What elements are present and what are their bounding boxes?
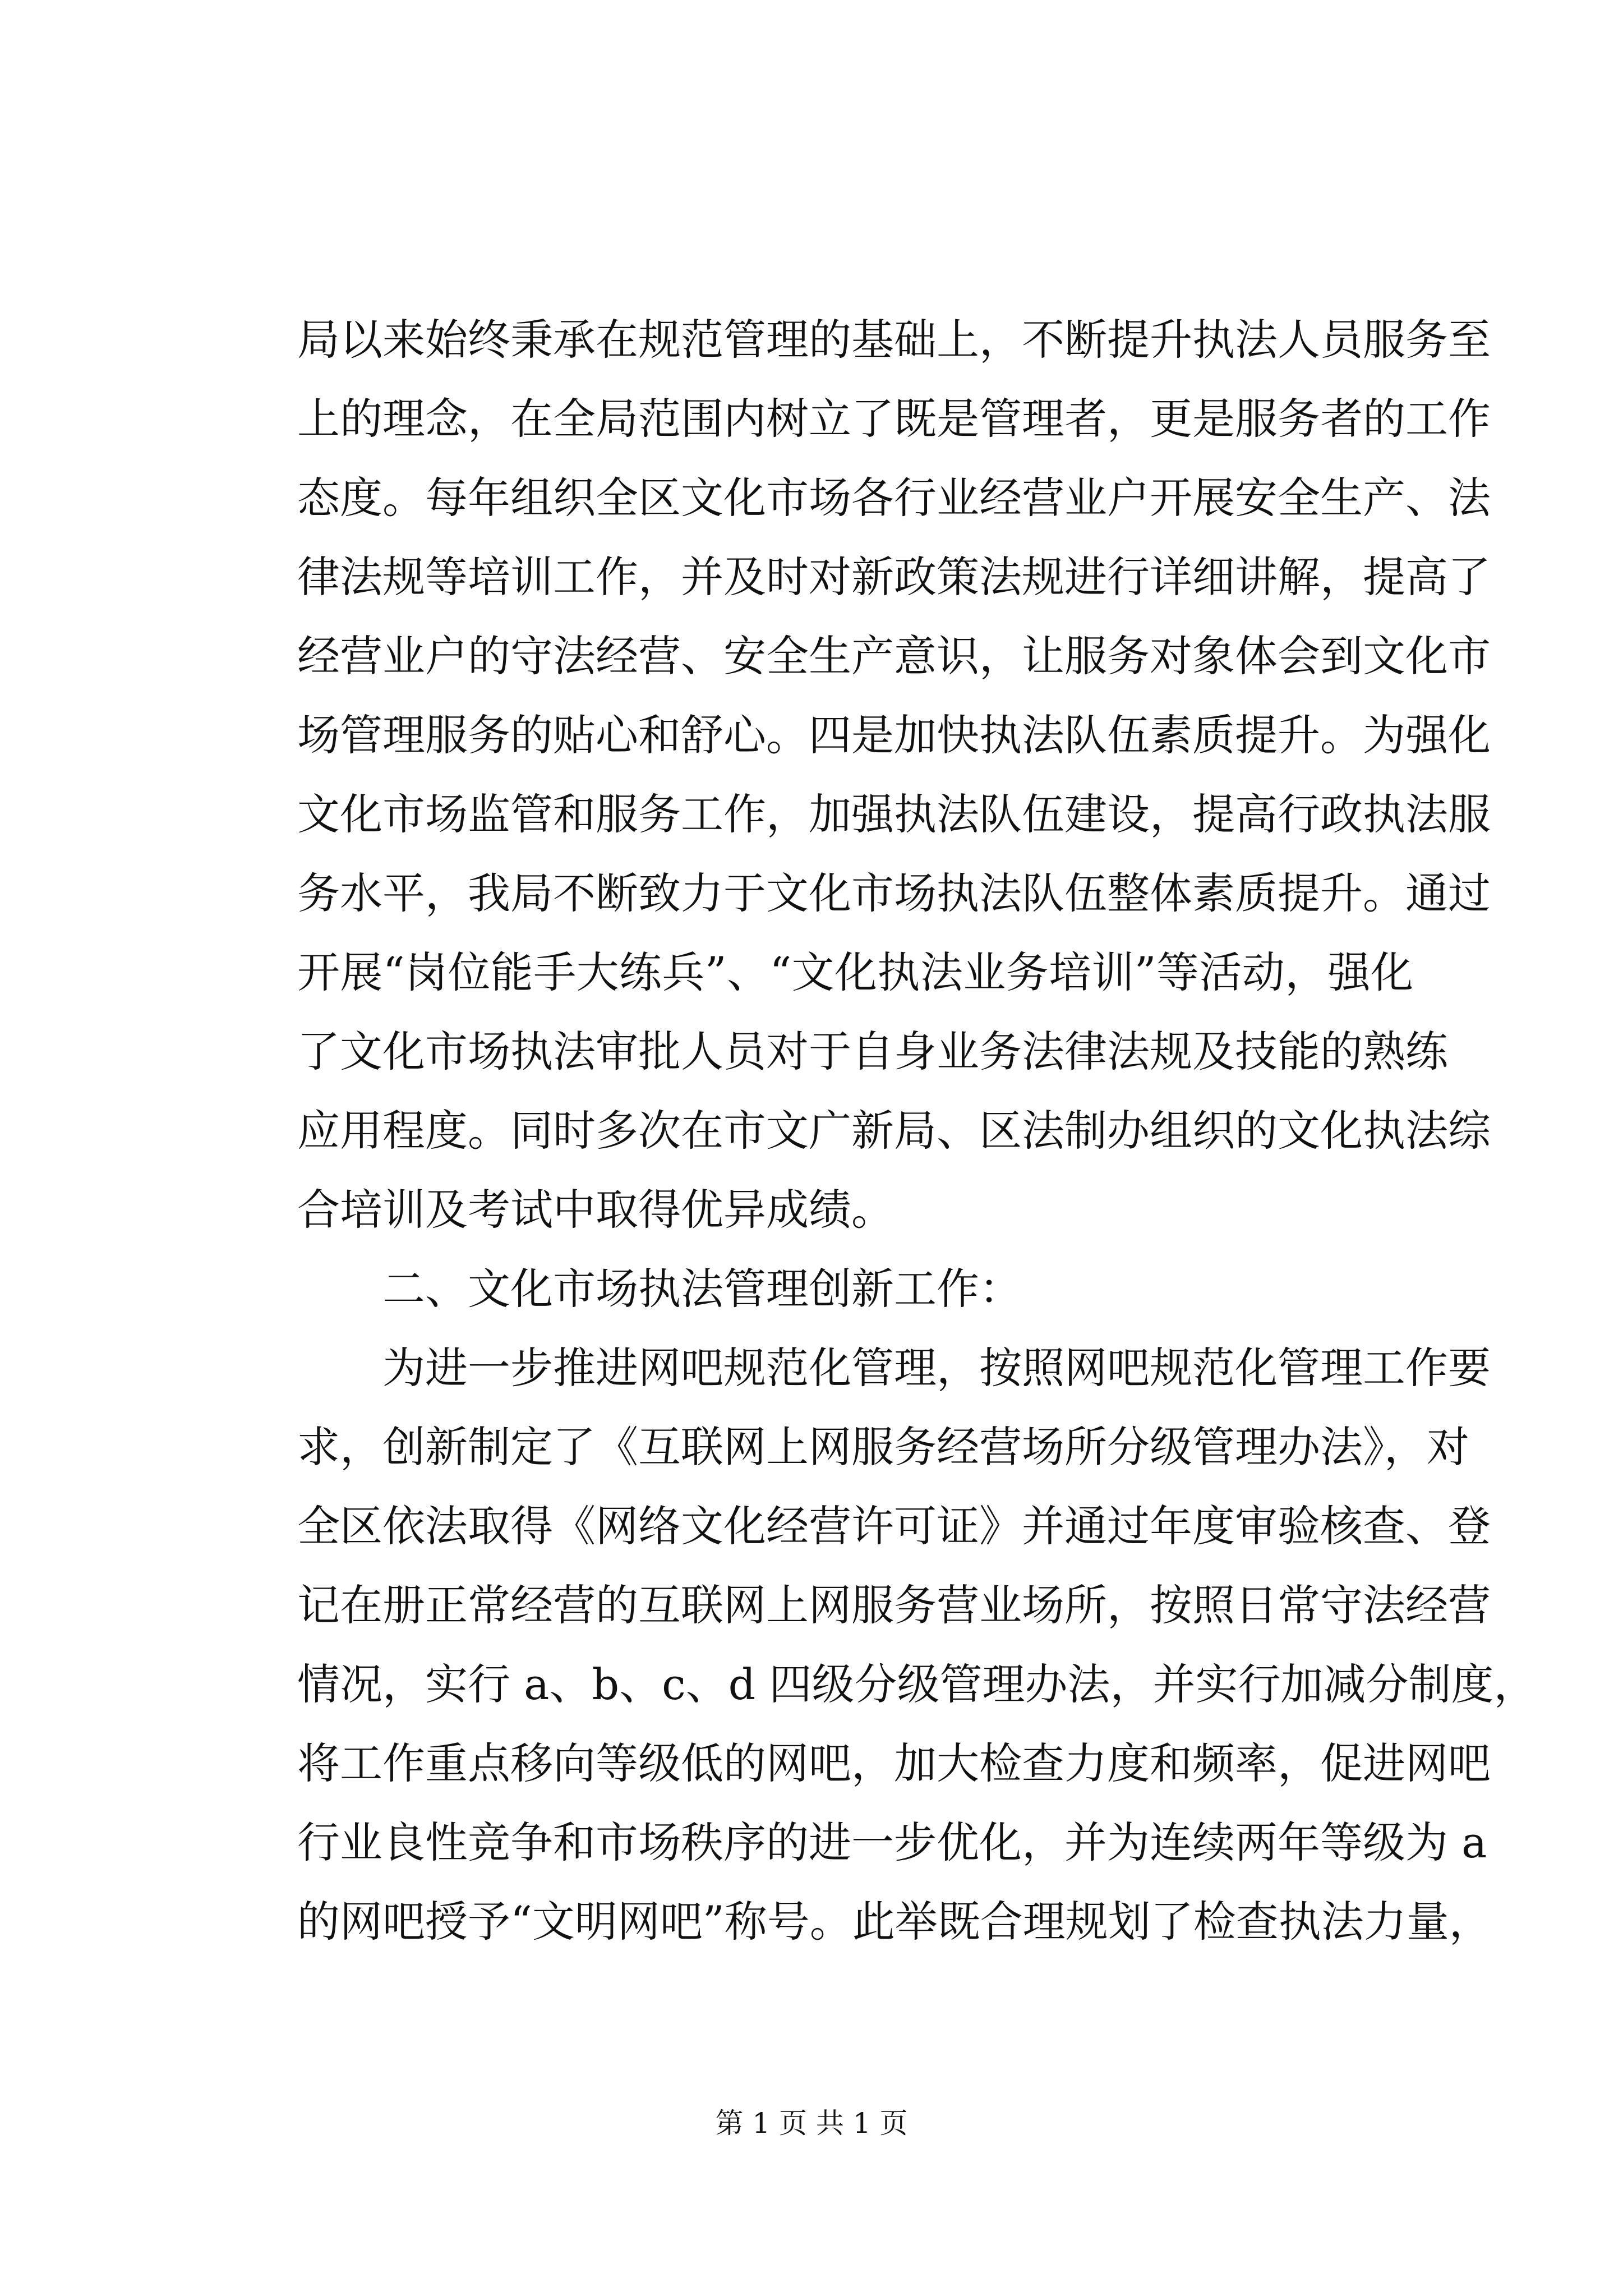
text-line: 务水平，我局不断致力于文化市场执法队伍整体素质提升。通过 (297, 868, 1491, 918)
text-line: 场管理服务的贴心和舒心。四是加快执法队伍素质提升。为强化 (297, 710, 1491, 760)
text-line: 将工作重点移向等级低的网吧，加大检查力度和频率，促进网吧 (297, 1738, 1491, 1788)
text-line: 态度。每年组织全区文化市场各行业经营业户开展安全生产、法 (297, 473, 1491, 523)
text-line: 记在册正常经营的互联网上网服务营业场所，按照日常守法经营 (297, 1580, 1491, 1630)
document-body (297, 300, 1537, 1961)
text-line: 开展“岗位能手大练兵”、“文化执法业务培训”等活动，强化 (297, 947, 1413, 997)
section-heading: 二、文化市场执法管理创新工作： (382, 1264, 1022, 1314)
text-line: 合培训及考试中取得优异成绩。 (297, 1185, 894, 1235)
text-line: 上的理念，在全局范围内树立了既是管理者，更是服务者的工作 (297, 394, 1491, 444)
text-line: 局以来始终秉承在规范管理的基础上，不断提升执法人员服务至 (297, 315, 1491, 365)
text-line: 行业良性竞争和市场秩序的进一步优化，并为连续两年等级为 a (297, 1818, 1487, 1867)
page-footer (0, 2104, 1623, 2143)
text-line: 全区依法取得《网络文化经营许可证》并通过年度审验核查、登 (297, 1501, 1491, 1551)
text-line: 的网吧授予“文明网吧”称号。此举既合理规划了检查执法力量， (297, 1897, 1492, 1947)
text-line: 经营业户的守法经营、安全生产意识，让服务对象体会到文化市 (297, 631, 1491, 681)
text-line: 情况，实行 a、b、c、d 四级分级管理办法，并实行加减分制度， (297, 1659, 1537, 1709)
text-line: 为进一步推进网吧规范化管理，按照网吧规范化管理工作要 (382, 1343, 1491, 1393)
text-line: 文化市场监管和服务工作，加强执法队伍建设，提高行政执法服 (297, 789, 1491, 839)
text-line: 律法规等培训工作，并及时对新政策法规进行详细讲解，提高了 (297, 552, 1491, 602)
text-line: 应用程度。同时多次在市文广新局、区法制办组织的文化执法综 (297, 1106, 1491, 1156)
text-line: 了文化市场执法审批人员对于自身业务法律法规及技能的熟练 (297, 1027, 1448, 1076)
page-number: 第 1 页 共 1 页 (715, 2107, 908, 2139)
text-line: 求，创新制定了《互联网上网服务经营场所分级管理办法》，对 (297, 1422, 1469, 1472)
